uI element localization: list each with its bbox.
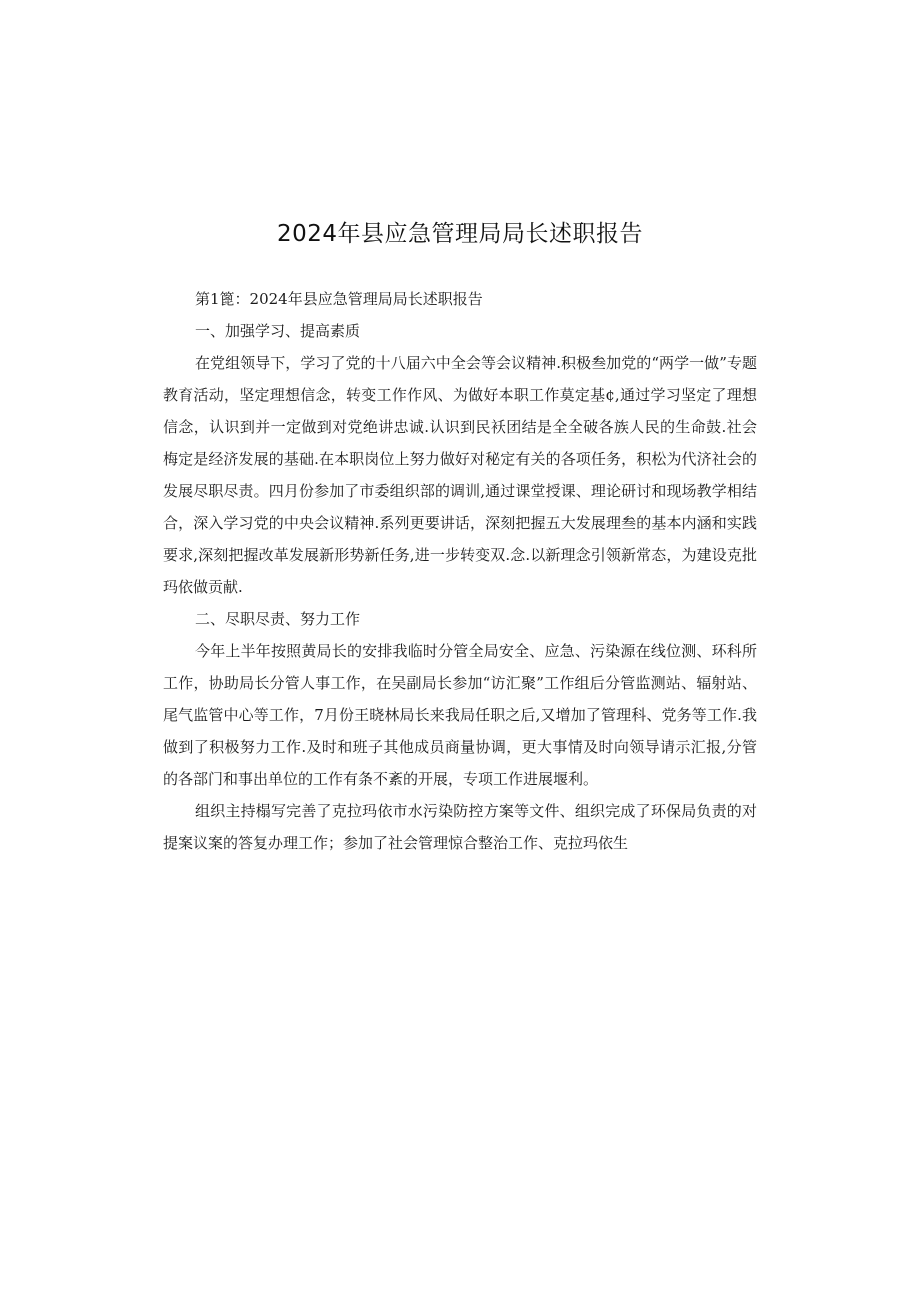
section-2-heading: 二、尽职尽责、努力工作 — [195, 610, 361, 628]
document-subtitle: 第1篦：2024年县应急管理局局长述职报告 — [195, 290, 483, 308]
section-2-paragraph-1: 今年上半年按照黄局长的安排我临时分管全局安全、应急、污染源在线位测、环科所工作，协助局长分管人事工作，在吴副局长参加“访汇聚”工作组后分管监测站、辐射站、尾气监管中心等工作，7月份王晓林局长来我局任职之后,又增加了管理科、党务等工作.我做到了积极努力工作.及时和班子其他成员商量协调，更大事情及时向领导请示汇报,分管的各部门和事出单位的工作有条不紊的开展，专项工作进展堰利。 — [163, 642, 757, 788]
document-body — [163, 283, 757, 859]
section-1-heading: 一、加强学习、提高素质 — [195, 322, 361, 340]
section-1-paragraph: 在党组领导下，学习了党的十八届六中全会等会议精神.积极叁加党的“两学一做”专题教育活动，坚定理想信念，转变工作作风、为做好本职工作莫定基¢,通过学习坚定了理想信念，认识到并一定做到对党绝讲忠诚.认识到民袄团结是全全破各族人民的生命鼓.社会梅定是经济发展的基础.在本职岗位上努力做好对秘定有关的各项任务，积松为代济社会的发展尽职尽责。四月份参加了市委组织部的调训,通过课堂授课、理论研讨和现场教学相结合，深入学习党的中央会议精神.系列更要讲话，深刻把握五大发展理叁的基本内涵和实践要求,深刻把握改革发展新形势新任务,进一步转变双.念.以新理念引领新常态，为建设克批玛依做贡献. — [163, 354, 757, 596]
document-title: 2024年县应急管理局局长述职报告 — [276, 221, 644, 247]
section-2-paragraph-2: 组织主持榻写完善了克拉玛依市水污染防控方案等文件、组织完成了环保局负责的对提案议案的答复办理工作；参加了社会管理惊合整治工作、克拉玛依生 — [163, 802, 757, 852]
